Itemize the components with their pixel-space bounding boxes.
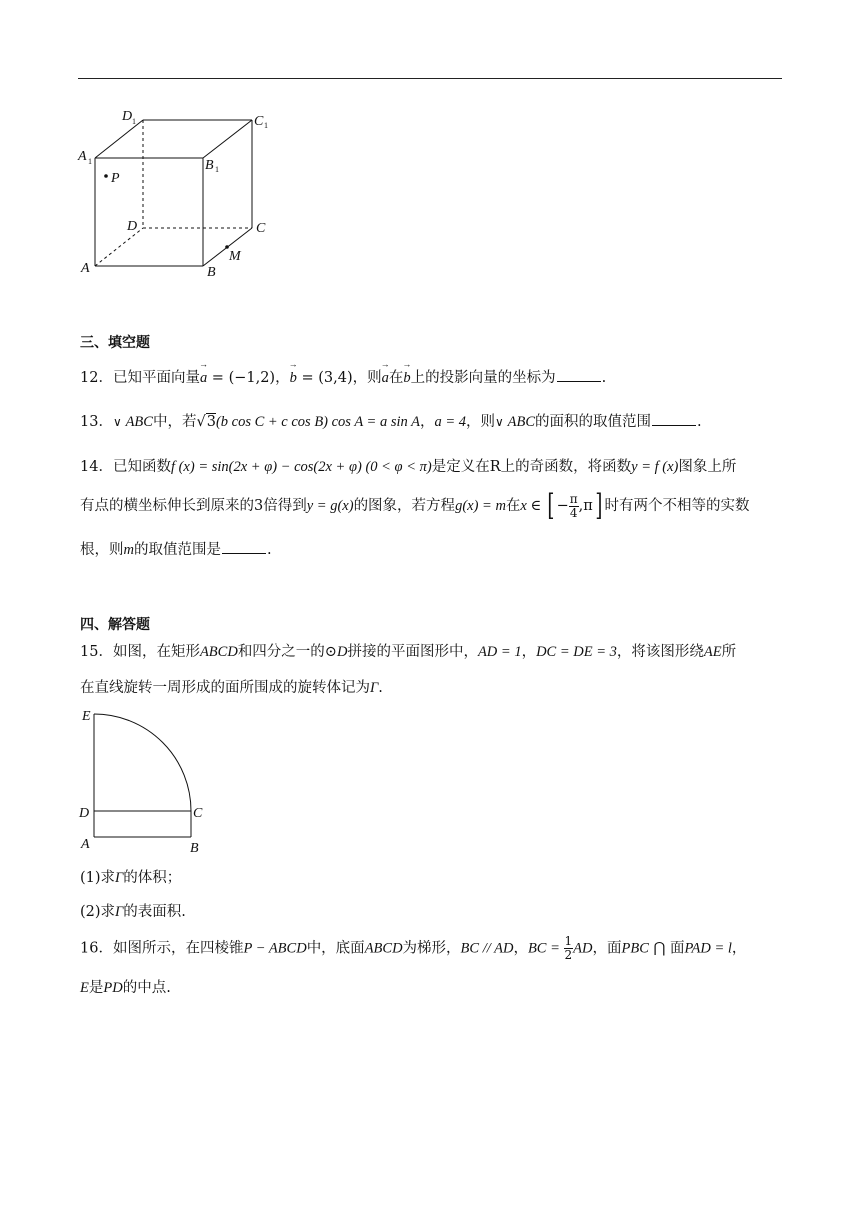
section-3-title: 三、填空题 (80, 335, 150, 351)
frac-den: 2 (564, 948, 573, 962)
q13-expr: (b cos C + c cos B) cos A = a sin A (215, 414, 420, 430)
q16-pd: PD (103, 980, 123, 996)
question-14-line-1 (80, 455, 736, 476)
q13-text-3: ， (419, 414, 435, 430)
q15-sub1-gamma: Γ (115, 870, 124, 886)
left-bracket: [ (547, 488, 555, 523)
q16-text-4: ， (513, 940, 528, 957)
q16-bc: BC = (527, 940, 564, 957)
q15-text-5: ，将该图形绕 (616, 644, 704, 660)
q14-text-5: 的图象，若方程 (353, 498, 456, 514)
question-14-line-2 (80, 488, 750, 523)
q16-text-7: ， (731, 940, 747, 957)
q14-m: m (123, 542, 134, 558)
label-d: D (127, 219, 138, 234)
frac-num: π (569, 491, 578, 506)
q15-gamma: Γ (370, 680, 379, 696)
question-14-line-3 (80, 538, 272, 559)
question-16-line-2 (80, 976, 171, 997)
question-15-line-2 (80, 676, 383, 697)
label-m: M (229, 249, 241, 264)
q14-rest: ,π (578, 498, 593, 514)
q13-text-5: 的面积的取值范围 (535, 414, 652, 430)
q14-minus: − (556, 498, 569, 514)
q13-text-4: ，则 (466, 414, 496, 430)
label-d1-sub: 1 (132, 117, 136, 126)
q15-sub2-text-1: (2)求 (80, 904, 116, 920)
q13-abc-2: ABC (507, 414, 536, 430)
q12-text-1: 12．已知平面向量 (80, 370, 200, 386)
q13-end: . (697, 414, 702, 430)
question-12 (80, 366, 606, 387)
q16-pad: PAD = l (684, 940, 732, 957)
question-13 (80, 410, 702, 431)
question-15-sub-2 (80, 900, 186, 921)
answer-blank[interactable] (222, 541, 266, 554)
q16-par: BC // AD (460, 940, 514, 957)
q15-ad: AD = 1 (477, 644, 522, 660)
label-a: A (81, 261, 90, 276)
q13-tri-2: ∨ (495, 415, 508, 429)
q12-text-2: ，则 (352, 370, 382, 386)
q12-text-4: 上的投影向量的坐标为 (410, 370, 556, 386)
question-15-line-1 (80, 640, 736, 661)
q14-text-2: 是定义在R上的奇函数，将函数 (431, 459, 632, 475)
cube-figure (76, 106, 296, 282)
frac-den: 4 (569, 505, 578, 520)
label-a: A (81, 837, 90, 852)
q12-end: . (601, 370, 607, 386)
q15-sub2-gamma: Γ (115, 904, 124, 920)
q12-b-val: = (3,4) (296, 370, 353, 386)
q12-text-3: 在 (388, 370, 404, 386)
answer-blank[interactable] (557, 369, 601, 382)
q14-text-1: 14．已知函数 (80, 459, 171, 475)
q13-abc: ABC (125, 414, 153, 430)
q14-g: y = g(x) (306, 498, 354, 514)
question-15-sub-1 (80, 866, 181, 887)
q12-vec-b-2: → b (403, 370, 410, 387)
label-c1-sub: 1 (264, 121, 268, 130)
label-e: E (82, 709, 91, 724)
label-d1: D (122, 109, 133, 124)
q16-ad: AD (573, 940, 593, 957)
question-16-line-1 (80, 935, 746, 962)
point-p (104, 174, 108, 178)
q14-y: y = f (x) (631, 459, 679, 475)
q15-text-3: 拼接的平面图形中， (347, 644, 478, 660)
label-d: D (79, 806, 90, 821)
q16-abcd: ABCD (364, 940, 403, 957)
q15-dc: DC = DE = 3 (536, 644, 617, 660)
label-b1: B (205, 158, 214, 173)
label-b: B (207, 265, 216, 280)
q14-text-6: 在 (505, 498, 521, 514)
q14-x-in: x ∈ (520, 498, 545, 514)
fraction-one-half (564, 935, 574, 962)
label-c: C (193, 806, 203, 821)
label-b: B (190, 841, 199, 856)
label-p: P (111, 171, 120, 186)
q15-abcd: ABCD (199, 644, 238, 660)
section-4-title: 四、解答题 (80, 617, 150, 633)
header-rule (78, 78, 782, 79)
sqrt-symbol: √ (196, 414, 206, 430)
q12-vec-b: → b (290, 370, 297, 387)
q12-a-val: = (−1,2) (207, 370, 276, 386)
label-c1: C (254, 114, 264, 129)
q13-text-2: 中，若 (152, 414, 197, 430)
label-b1-sub: 1 (215, 165, 219, 174)
q14-text-7: 时有两个不相等的实数 (604, 498, 750, 514)
q13-three: 3 (206, 414, 216, 430)
q15-ae: AE (703, 644, 722, 660)
q14-text-8: 根，则 (80, 542, 124, 558)
q12-vec-a: → a (200, 370, 207, 387)
right-bracket: ] (595, 488, 603, 523)
q16-text-8: 是 (88, 980, 104, 996)
q14-text-9: 的取值范围是 (133, 542, 221, 558)
q16-e: E (80, 980, 89, 996)
q13-a-eq: a = 4 (434, 414, 467, 430)
q14-eq: g(x) = m (455, 498, 506, 514)
q16-text-2: 中，底面 (306, 940, 365, 957)
q16-text-9: 的中点. (122, 980, 171, 996)
label-a1-sub: 1 (88, 157, 92, 166)
quarter-circle-figure (76, 704, 216, 856)
frac-num: 1 (564, 934, 573, 948)
q15-text-1: 15．如图，在矩形 (80, 644, 200, 660)
q15-sub2-text-2: 的表面积. (123, 904, 186, 920)
q16-cap: ⋂ (648, 940, 671, 957)
q15-d: D (336, 644, 348, 660)
q16-text-6: 面 (670, 940, 685, 957)
q15-text-7: 在直线旋转一周形成的面所围成的旋转体记为 (80, 680, 370, 696)
q16-text-3: 为梯形， (402, 940, 461, 957)
q15-sub1-text-1: (1)求 (80, 870, 116, 886)
fraction-pi-4 (569, 493, 579, 520)
q13-tri: ∨ (112, 415, 126, 429)
q16-text-1: 16．如图所示，在四棱锥 (80, 940, 244, 957)
label-a1: A (78, 149, 87, 164)
q15-text-4: ， (521, 644, 537, 660)
q13-text-1: 13． (80, 414, 113, 430)
q14-f: f (x) = sin(2x + φ) − cos(2x + φ) (0 < φ < π) (170, 459, 432, 475)
q16-p-abcd: P − ABCD (243, 940, 307, 957)
q12-vec-a-2: → a (382, 370, 389, 387)
q14-text-3: 图象上所 (678, 459, 737, 475)
q14-end: . (266, 542, 272, 558)
label-c: C (256, 221, 266, 236)
answer-blank[interactable] (652, 413, 696, 426)
q15-sub1-text-2: 的体积； (123, 870, 182, 886)
q16-text-5: ，面 (592, 940, 622, 957)
q12-comma: ， (275, 370, 290, 386)
q15-text-2: 和四分之一的⊙ (237, 644, 337, 660)
q16-pbc: PBC (621, 940, 649, 957)
q14-text-4: 有点的横坐标伸长到原来的3倍得到 (80, 498, 307, 514)
q15-text-6: 所 (721, 644, 737, 660)
q15-end: . (378, 680, 383, 696)
